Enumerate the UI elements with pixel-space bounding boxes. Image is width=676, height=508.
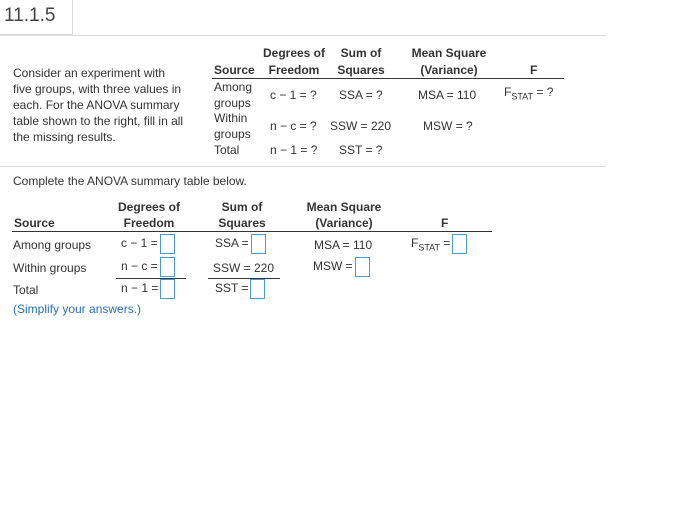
col-header-source: Source	[14, 216, 55, 230]
msw-input[interactable]	[355, 257, 370, 277]
row-source: Total	[214, 143, 240, 157]
col-header-df-2: Freedom	[123, 216, 175, 230]
col-header-ms-2: (Variance)	[420, 63, 478, 77]
row-df: n − c =	[121, 257, 175, 277]
row-ms: MSA = 110	[314, 238, 373, 252]
problem-line: each. For the ANOVA summary	[13, 98, 180, 112]
problem-line: table shown to the right, fill in all	[13, 114, 184, 128]
row-ms: MSW = ?	[423, 119, 473, 133]
col-header-ms: Mean Square	[306, 200, 382, 214]
row-df: n − 1 = ?	[270, 143, 318, 157]
row-source: Within	[214, 111, 248, 125]
col-header-ms-2: (Variance)	[315, 216, 373, 230]
col-header-df-2: Freedom	[268, 63, 320, 77]
header-rule	[12, 231, 492, 232]
header-divider	[0, 35, 606, 36]
row-source: groups	[214, 96, 251, 110]
col-header-ms: Mean Square	[411, 46, 487, 60]
row-ss: SST = ?	[339, 143, 383, 157]
row-f: $F_{STAT}$ = ?	[504, 85, 554, 102]
col-header-df: Degrees of	[117, 200, 181, 214]
problem-line: the missing results.	[13, 130, 116, 144]
row-ms: MSW =	[313, 257, 370, 277]
col-header-f: F	[530, 63, 538, 77]
col-header-ss: Sum of	[340, 46, 382, 60]
section-divider	[0, 166, 606, 167]
header-rule	[212, 78, 564, 79]
row-ss: SSA =	[215, 234, 266, 254]
hint-text: (Simplify your answers.)	[13, 302, 142, 316]
df-total-input[interactable]	[160, 279, 175, 299]
row-df: n − 1 =	[121, 279, 175, 299]
ssa-input[interactable]	[251, 234, 266, 254]
sst-input[interactable]	[250, 279, 265, 299]
row-df: n − c = ?	[270, 119, 317, 133]
col-header-f: F	[441, 216, 449, 230]
row-ss: SSW = 220	[330, 119, 392, 133]
col-header-ss-2: Squares	[337, 63, 385, 77]
df-within-input[interactable]	[160, 257, 175, 277]
problem-line: Consider an experiment with	[13, 66, 166, 80]
row-ss: SST =	[215, 279, 265, 299]
row-df: c − 1 =	[121, 234, 175, 254]
row-f: $F_{STAT}$ =	[411, 234, 467, 254]
col-header-source: Source	[214, 63, 255, 77]
problem-number: 11.1.5	[4, 5, 56, 26]
row-ss: SSW = 220	[213, 261, 275, 275]
col-header-ss: Sum of	[221, 200, 263, 214]
row-source: Among groups	[13, 238, 92, 252]
col-header-ss-2: Squares	[218, 216, 266, 230]
row-source: Total	[13, 283, 39, 297]
row-source: Within groups	[13, 261, 87, 275]
row-ss: SSA = ?	[339, 88, 383, 102]
df-among-input[interactable]	[160, 234, 175, 254]
fstat-input[interactable]	[452, 234, 467, 254]
row-source: groups	[214, 127, 251, 141]
problem-line: five groups, with three values in	[13, 82, 182, 96]
col-header-df: Degrees of	[262, 46, 326, 60]
instruction-text: Complete the ANOVA summary table below.	[13, 174, 247, 188]
row-ms: MSA = 110	[418, 88, 477, 102]
row-df: c − 1 = ?	[270, 88, 317, 102]
row-source: Among	[214, 80, 253, 94]
